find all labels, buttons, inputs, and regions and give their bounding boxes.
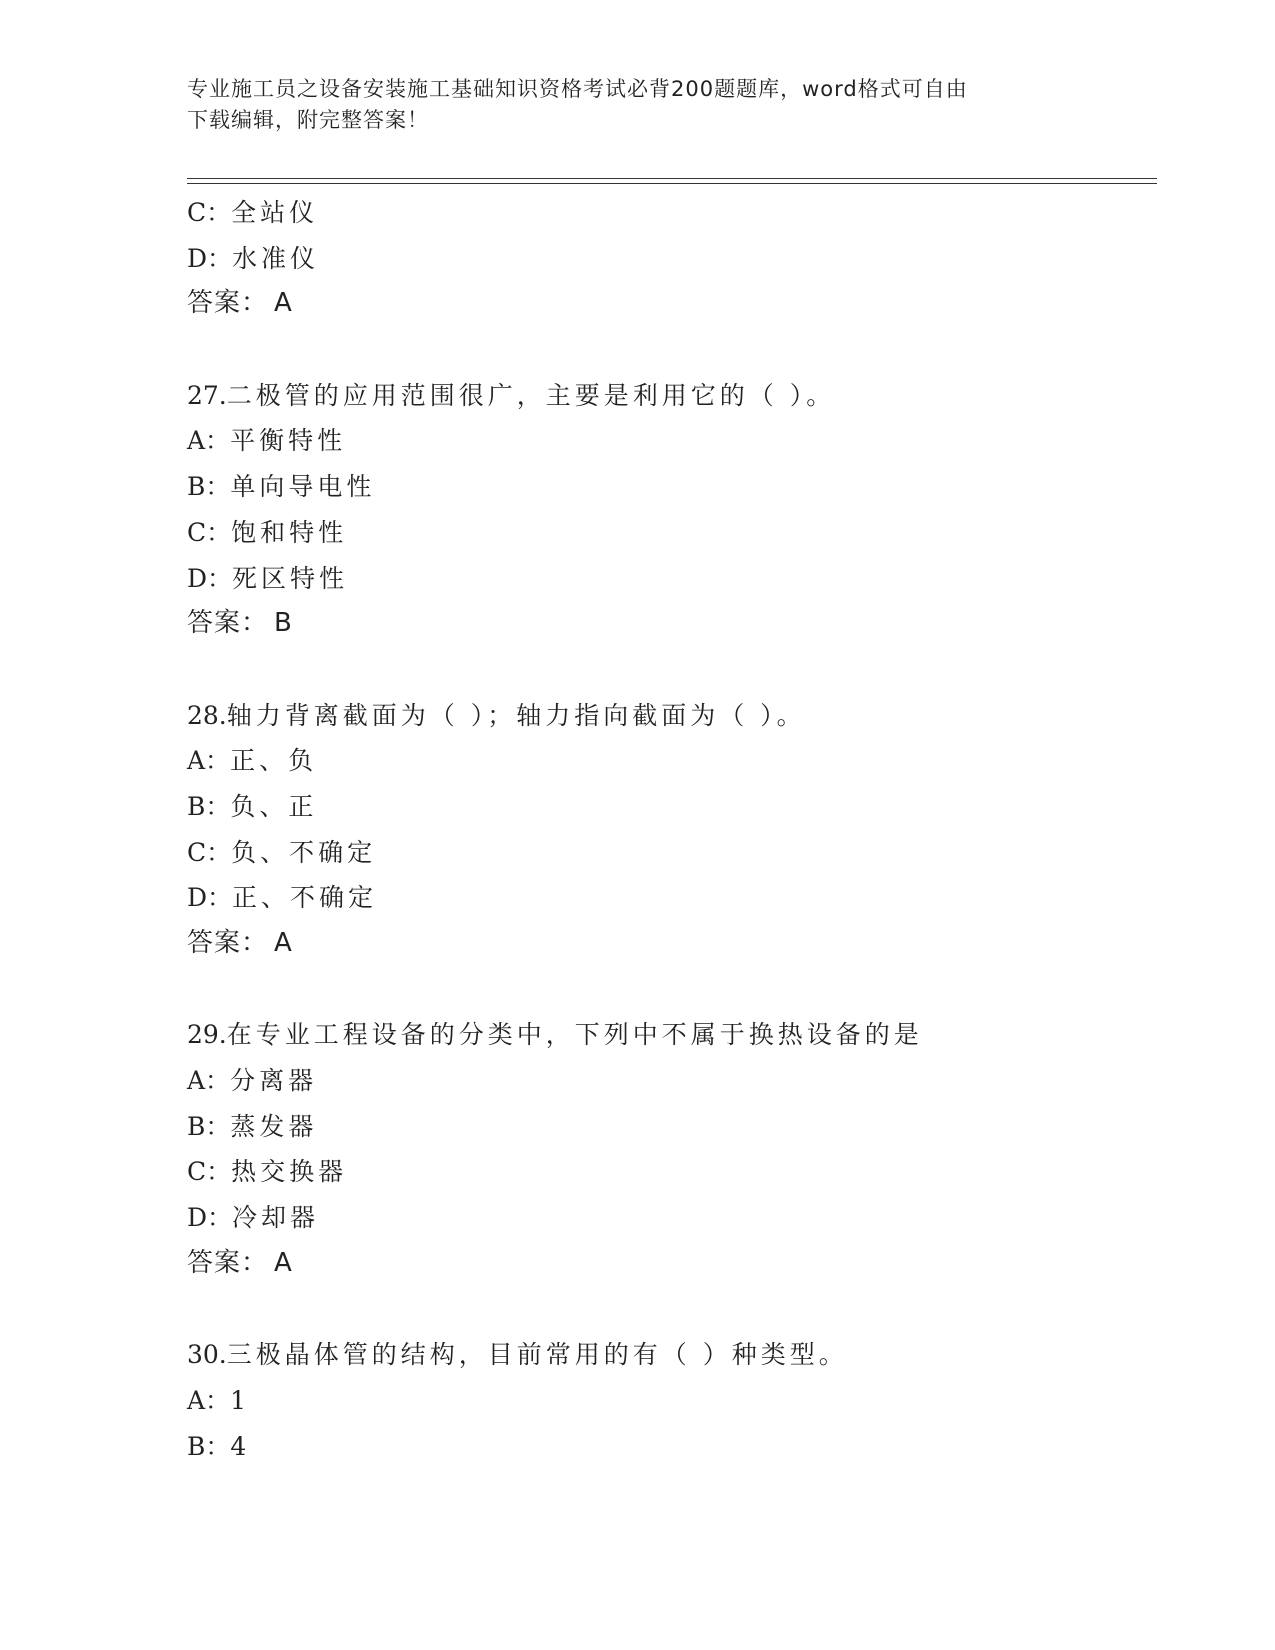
option-b — [187, 1424, 1157, 1470]
option-text: 冷却器 — [232, 1203, 320, 1233]
option-c — [187, 190, 1157, 236]
option-d — [187, 236, 1157, 282]
answer-label: 答案： — [187, 1247, 269, 1278]
answer-line — [187, 281, 1157, 327]
option-letter: A： — [187, 426, 231, 456]
option-letter: B： — [187, 1431, 231, 1461]
question-stem — [187, 1332, 1157, 1378]
option-letter: C： — [187, 517, 232, 547]
option-c — [187, 510, 1157, 556]
question-30 — [187, 1332, 1157, 1469]
question-number: 30. — [187, 1340, 227, 1370]
question-text: 在专业工程设备的分类中，下列中不属于换热设备的是 — [226, 1020, 923, 1050]
option-text: 热交换器 — [231, 1157, 348, 1187]
option-text: 正、不确定 — [232, 883, 378, 913]
option-letter: D： — [187, 1203, 233, 1233]
option-text: 正、负 — [230, 746, 318, 776]
option-text: 4 — [230, 1431, 247, 1461]
question-28 — [187, 693, 1157, 967]
answer-value: A — [274, 928, 293, 958]
question-text: 轴力背离截面为（ ）；轴力指向截面为（ ）。 — [226, 700, 806, 730]
question-stem — [187, 693, 1157, 739]
option-text: 水准仪 — [232, 243, 320, 273]
document-header — [187, 74, 1067, 136]
option-b — [187, 1104, 1157, 1150]
option-text: 平衡特性 — [230, 426, 347, 456]
option-letter: D： — [187, 883, 233, 913]
question-29 — [187, 1012, 1157, 1286]
option-a — [187, 1378, 1157, 1424]
option-a — [187, 1058, 1157, 1104]
option-text: 负、正 — [230, 791, 318, 821]
option-c — [187, 830, 1157, 876]
spacer — [187, 647, 1157, 693]
answer-line — [187, 601, 1157, 647]
option-letter: C： — [187, 198, 232, 227]
question-26-continued — [187, 190, 1157, 327]
option-letter: A： — [187, 1066, 231, 1096]
option-text: 单向导电性 — [230, 472, 376, 502]
option-letter: D： — [187, 243, 233, 273]
header-divider-bottom — [187, 183, 1157, 184]
question-27 — [187, 373, 1157, 647]
option-letter: D： — [187, 563, 233, 593]
header-title-line2: 下载编辑，附完整答案！ — [187, 108, 429, 132]
option-text: 全站仪 — [231, 198, 319, 227]
question-text: 二极管的应用范围很广，主要是利用它的（ ）。 — [226, 380, 836, 410]
option-a — [187, 738, 1157, 784]
spacer — [187, 1287, 1157, 1333]
option-letter: B： — [187, 791, 231, 821]
answer-label: 答案： — [187, 608, 269, 639]
answer-value: B — [274, 608, 293, 639]
option-b — [187, 464, 1157, 510]
spacer — [187, 967, 1157, 1013]
option-b — [187, 784, 1157, 830]
question-list — [187, 190, 1157, 1469]
option-d — [187, 875, 1157, 921]
question-stem — [187, 373, 1157, 419]
option-letter: B： — [187, 472, 231, 502]
answer-value: A — [274, 288, 293, 319]
option-d — [187, 1195, 1157, 1241]
option-letter: C： — [187, 1157, 232, 1187]
option-text: 分离器 — [230, 1066, 318, 1096]
option-text: 蒸发器 — [230, 1111, 318, 1141]
answer-label: 答案： — [187, 928, 269, 958]
option-a — [187, 418, 1157, 464]
option-letter: B： — [187, 1111, 231, 1141]
spacer — [187, 327, 1157, 373]
option-letter: A： — [187, 1385, 231, 1415]
header-title-line1: 专业施工员之设备安装施工基础知识资格考试必背200题题库，word格式可自由 — [187, 77, 968, 101]
question-number: 28. — [187, 700, 227, 730]
option-letter: A： — [187, 746, 231, 776]
option-text: 负、不确定 — [231, 837, 377, 867]
option-letter: C： — [187, 837, 232, 867]
option-d — [187, 556, 1157, 602]
question-text: 三极晶体管的结构，目前常用的有（ ）种类型。 — [226, 1340, 848, 1370]
option-text: 饱和特性 — [231, 517, 348, 547]
question-number: 29. — [187, 1020, 227, 1050]
option-text: 死区特性 — [232, 563, 349, 593]
option-text: 1 — [230, 1385, 246, 1415]
header-divider-top — [187, 178, 1157, 179]
answer-line — [187, 921, 1157, 967]
answer-line — [187, 1241, 1157, 1287]
question-stem — [187, 1012, 1157, 1058]
answer-label: 答案： — [187, 288, 269, 319]
question-number: 27. — [187, 380, 227, 410]
option-c — [187, 1149, 1157, 1195]
answer-value: A — [274, 1247, 293, 1278]
